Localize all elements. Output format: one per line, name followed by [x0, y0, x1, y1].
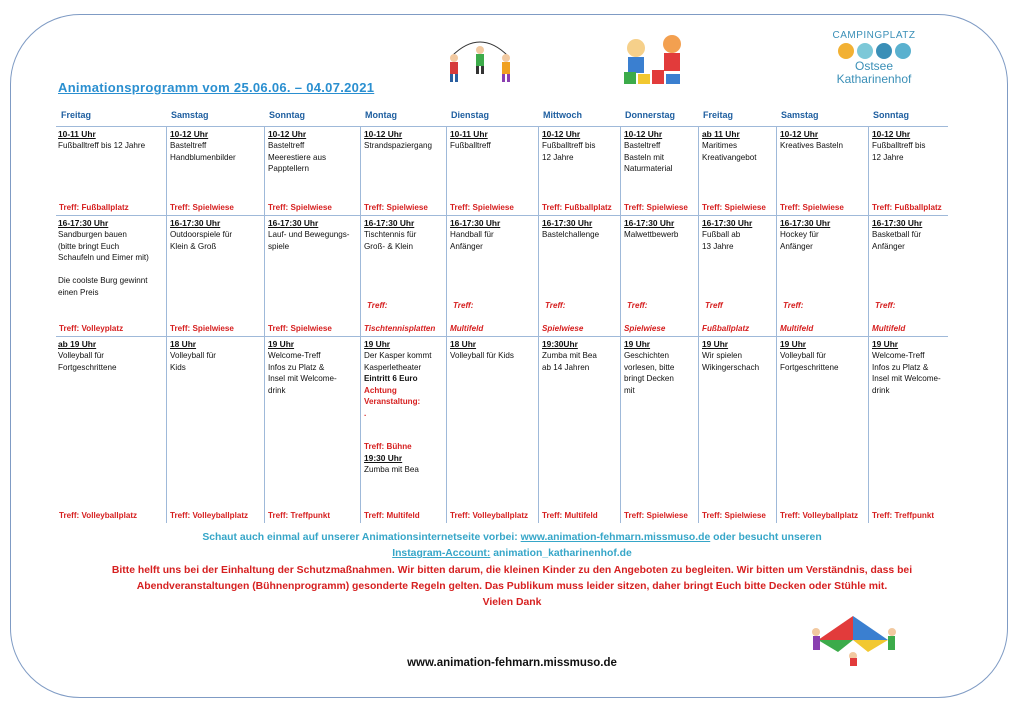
event-time: 10-12 Uhr [268, 129, 307, 139]
morning-cell-5 [538, 127, 620, 215]
event-description: Wir spielen Wikingerschach [702, 351, 760, 372]
meeting-point: Tischtennisplatten [364, 324, 436, 333]
meeting-point: Treff: Fußballplatz [542, 203, 612, 212]
morning-cell-0 [56, 127, 166, 215]
day-header-7: Freitag [703, 110, 734, 120]
event-time: 16-17:30 Uhr [268, 218, 319, 228]
instagram-account[interactable]: animation_katharinenhof.de [490, 548, 632, 559]
event-description: Fußballtreff [450, 141, 491, 150]
event-time: 19:30Uhr [542, 339, 578, 349]
event-time: 16-17:30 Uhr [872, 218, 923, 228]
event-description: Der Kasper kommt Kasperletheater [364, 351, 432, 372]
meeting-label: Treff: [783, 301, 804, 310]
morning-cell-6 [620, 127, 698, 215]
morning-cell-2 [264, 127, 360, 215]
instagram-line [0, 548, 1024, 559]
evening-cell-3 [360, 337, 446, 523]
afternoon-cell-8 [776, 216, 868, 336]
meeting-label: Treff: [453, 301, 474, 310]
event-time-2: 19:30 Uhr [364, 452, 403, 463]
morning-cell-8 [776, 127, 868, 215]
morning-cell-1 [166, 127, 264, 215]
meeting-point: Treff: Fußballplatz [59, 203, 129, 212]
meeting-label: Treff: [367, 301, 388, 310]
evening-cell-0 [56, 337, 166, 523]
event-time: ab 19 Uhr [58, 339, 97, 349]
logo-marks [826, 43, 922, 59]
event-description: Malwettbewerb [624, 230, 679, 239]
logo-sun-icon [838, 43, 854, 59]
meeting-point: Multifeld [780, 324, 814, 333]
website-intro-text: Schaut auch einmal auf unserer Animationsinternetseite vorbei: [202, 532, 521, 543]
meeting-point: Spielwiese [624, 324, 666, 333]
meeting-point: Multifeld [450, 324, 484, 333]
morning-cell-4 [446, 127, 538, 215]
website-link[interactable]: www.animation-fehmarn.missmuso.de [520, 532, 711, 543]
meeting-point: Treff: Spielwiese [268, 203, 332, 212]
day-header-6: Donnerstag [625, 110, 676, 120]
event-time: 10-12 Uhr [364, 129, 403, 139]
day-header-row [56, 108, 948, 127]
event-description: Fußball ab 13 Jahre [702, 230, 741, 251]
meeting-point: Treff: Treffpunkt [268, 511, 331, 520]
event-description: Tischtennis für Groß- & Klein [364, 230, 417, 251]
event-description: Welcome-Treff Infos zu Platz & Insel mit Welcome- drink [268, 351, 337, 395]
evening-cell-8 [776, 337, 868, 523]
event-time: 16-17:30 Uhr [364, 218, 415, 228]
afternoon-cell-2 [264, 216, 360, 336]
logo-top-text: CAMPINGPLATZ [832, 30, 916, 41]
event-description: Zumba mit Bea ab 14 Jahren [542, 351, 597, 372]
morning-cell-9 [868, 127, 948, 215]
event-description: Volleyball für Kids [450, 351, 514, 360]
meeting-point: Treff: Spielwiese [450, 203, 514, 212]
event-description: Handball für Anfänger [450, 230, 494, 251]
day-header-1: Samstag [171, 110, 209, 120]
afternoon-cell-5 [538, 216, 620, 336]
event-description: Basketball für Anfänger [872, 230, 922, 251]
event-time: 10-12 Uhr [170, 129, 209, 139]
meeting-point: Treff: Spielwiese [624, 511, 688, 520]
logo-wave-icon [857, 43, 873, 59]
meeting-label: Treff [705, 301, 723, 310]
event-description: Fußballtreff bis 12 Jahre [542, 141, 596, 162]
logo-line-2: Katharinenhof [836, 72, 912, 86]
event-time: ab 11 Uhr [702, 129, 740, 139]
meeting-point: Treff: Multifeld [364, 511, 420, 520]
day-header-2: Sonntag [269, 110, 305, 120]
day-header-9: Sonntag [873, 110, 909, 120]
meeting-point: Treff: Volleyballplatz [780, 511, 859, 520]
evening-cell-5 [538, 337, 620, 523]
logo-water-icon [876, 43, 892, 59]
notice-line-1: Bitte helft uns bei der Einhaltung der Schutzmaßnahmen. Wir bitten darum, die kleinen Kinder zu den Angeboten zu begleiten. Wir bitten um Verständnis, dass bei [111, 565, 913, 576]
event-description: Sandburgen bauen (bitte bringt Euch Schaufeln und Eimer mit) Die coolste Burg gewinnt einen Preis [58, 230, 149, 297]
event-time: 10-12 Uhr [542, 129, 581, 139]
event-time: 10-12 Uhr [780, 129, 819, 139]
evening-cell-1 [166, 337, 264, 523]
meeting-label: Treff: [875, 301, 896, 310]
meeting-label: Treff: [545, 301, 566, 310]
event-time: 16-17:30 Uhr [58, 218, 109, 228]
meeting-point: Treff: Multifeld [542, 511, 598, 520]
afternoon-cell-0 [56, 216, 166, 336]
afternoon-cell-9 [868, 216, 948, 336]
footer-url[interactable]: www.animation-fehmarn.missmuso.de [407, 657, 617, 669]
meeting-point: Fußballplatz [702, 324, 750, 333]
event-description: Geschichten vorlesen, bitte bringt Decken mit [624, 351, 675, 395]
evening-cell-6 [620, 337, 698, 523]
meeting-point: Treff: Volleyballplatz [170, 511, 249, 520]
notice-line-2: Abendveranstaltungen (Bühnenprogramm) gesonderte Regeln gelten. Das Publikum muss leider sitzen, daher bringt Euch bitte Decken oder Stühle mit. [136, 581, 888, 592]
event-time: 10-11 Uhr [58, 129, 96, 139]
day-header-8: Samstag [781, 110, 819, 120]
event-time: 19 Uhr [702, 339, 729, 349]
website-line [0, 532, 1024, 543]
afternoon-cell-6 [620, 216, 698, 336]
meeting-point: Treff: Treffpunkt [872, 511, 935, 520]
event-description: Basteltreff Meerestiere aus Papptellern [268, 141, 327, 173]
afternoon-cell-3 [360, 216, 446, 336]
afternoon-cell-1 [166, 216, 264, 336]
page-title: Animationsprogramm vom 25.06.06. – 04.07.2021 [58, 80, 375, 95]
entry-fee: Eintritt 6 Euro [364, 374, 418, 383]
instagram-label: Instagram-Account: [392, 548, 491, 559]
event-description: Volleyball für Fortgeschrittene [58, 351, 117, 372]
thanks-text: Vielen Dank [482, 597, 542, 608]
event-description: Outdoorspiele für Klein & Groß [170, 230, 233, 251]
event-time: 16-17:30 Uhr [624, 218, 675, 228]
schedule-table [56, 108, 948, 523]
morning-section [56, 127, 948, 216]
event-time: 19 Uhr [364, 339, 391, 349]
event-time: 19 Uhr [268, 339, 295, 349]
event-description: Basteltreff Handblumenbilder [170, 141, 236, 162]
meeting-point-stage: Treff: Bühne [364, 442, 412, 451]
event-description: Strandspaziergang [364, 141, 432, 150]
event-description: Bastelchallenge [542, 230, 600, 239]
morning-cell-3 [360, 127, 446, 215]
event-time: 18 Uhr [170, 339, 197, 349]
logo-sea-icon [895, 43, 911, 59]
event-time: 16-17:30 Uhr [542, 218, 593, 228]
meeting-point: Treff: Spielwiese [624, 203, 688, 212]
afternoon-cell-7 [698, 216, 776, 336]
event-time: 18 Uhr [450, 339, 477, 349]
meeting-point: Treff: Spielwiese [170, 324, 234, 333]
children-jumping-rope-illustration [440, 36, 520, 86]
meeting-label: Treff: [627, 301, 648, 310]
evening-cell-7 [698, 337, 776, 523]
campingplatz-logo [826, 28, 922, 94]
meeting-point: Treff: Spielwiese [268, 324, 332, 333]
event-time: 19 Uhr [780, 339, 807, 349]
meeting-point: Treff: Volleyplatz [59, 324, 124, 333]
event-description-2: Zumba mit Bea [364, 464, 419, 474]
afternoon-section [56, 216, 948, 337]
day-header-4: Dienstag [451, 110, 490, 120]
event-description: Welcome-Treff Infos zu Platz & Insel mit Welcome- drink [872, 351, 941, 395]
event-time: 10-12 Uhr [624, 129, 663, 139]
event-description: Maritimes Kreativangebot [702, 141, 757, 162]
day-header-3: Montag [365, 110, 397, 120]
meeting-point: Treff: Volleyballplatz [59, 511, 138, 520]
afternoon-cell-4 [446, 216, 538, 336]
meeting-point: Treff: Spielwiese [702, 203, 766, 212]
meeting-point: Treff: Spielwiese [364, 203, 428, 212]
event-time: 19 Uhr [624, 339, 651, 349]
event-time: 16-17:30 Uhr [450, 218, 501, 228]
evening-cell-4 [446, 337, 538, 523]
event-description: Fußballtreff bis 12 Jahre [58, 141, 146, 150]
evening-cell-9 [868, 337, 948, 523]
logo-line-1: Ostsee [854, 59, 893, 73]
morning-cell-7 [698, 127, 776, 215]
meeting-point: Treff: Spielwiese [780, 203, 844, 212]
meeting-point: Treff: Spielwiese [702, 511, 766, 520]
event-time: 16-17:30 Uhr [170, 218, 221, 228]
day-header-0: Freitag [61, 110, 92, 120]
event-description: Basteltreff Basteln mit Naturmaterial [624, 141, 673, 173]
meeting-point: Treff: Fußballplatz [872, 203, 942, 212]
evening-section [56, 337, 948, 523]
event-description: Fußballtreff bis 12 Jahre [872, 141, 926, 162]
meeting-point: Treff: Volleyballplatz [450, 511, 529, 520]
event-warning: Achtung Veranstaltung: . [364, 385, 421, 418]
meeting-point: Spielwiese [542, 324, 584, 333]
event-time: 16-17:30 Uhr [780, 218, 831, 228]
evening-cell-2 [264, 337, 360, 523]
event-time: 19 Uhr [872, 339, 899, 349]
meeting-point: Multifeld [872, 324, 906, 333]
event-time: 16-17:30 Uhr [702, 218, 753, 228]
event-description: Volleyball für Fortgeschrittene [780, 351, 839, 372]
event-description: Hockey für Anfänger [780, 230, 819, 251]
event-time: 10-11 Uhr [450, 129, 488, 139]
event-time: 10-12 Uhr [872, 129, 911, 139]
children-playing-blocks-illustration [616, 32, 692, 86]
event-description: Kreatives Basteln [780, 141, 843, 150]
event-description: Lauf- und Bewegungs- spiele [268, 230, 350, 251]
event-description: Volleyball für Kids [170, 351, 216, 372]
website-outro-text: oder besucht unseren [710, 532, 822, 543]
day-header-5: Mittwoch [543, 110, 582, 120]
meeting-point: Treff: Spielwiese [170, 203, 234, 212]
